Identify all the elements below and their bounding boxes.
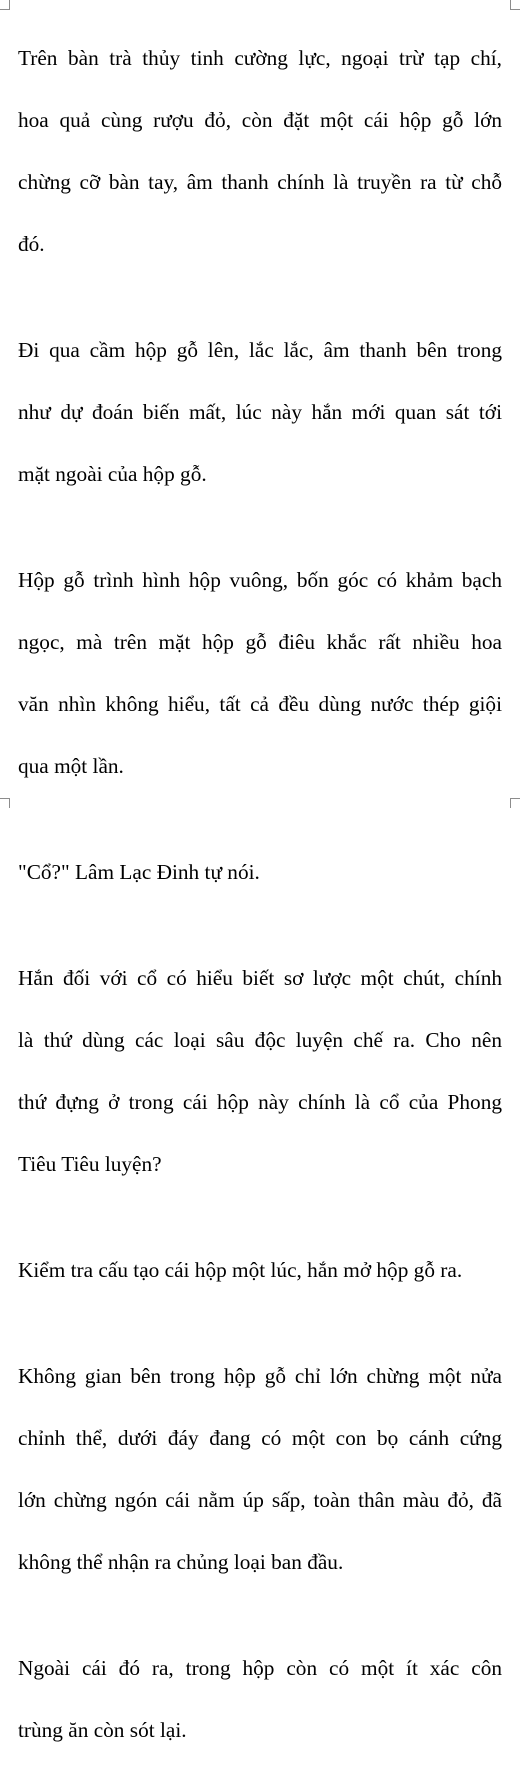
text-line: đó.	[18, 232, 45, 256]
text-line: "Cổ?" Lâm Lạc Đinh tự nói.	[18, 860, 260, 884]
text-line: qua một lần.	[18, 754, 124, 778]
paragraph	[18, 534, 502, 813]
text-line: chừng cỡ bàn tay, âm thanh chính là truyền ra từ chỗ	[18, 170, 502, 194]
text-line: Trên bàn trà thủy tinh cường lực, ngoại trừ tạp chí,	[18, 46, 502, 70]
text-line: Hắn đối với cổ có hiểu biết sơ lược một chút, chính	[18, 966, 502, 990]
text-line: Đi qua cầm hộp gỗ lên, lắc lắc, âm thanh bên trong	[18, 338, 502, 362]
text-line: mặt ngoài của hộp gỗ.	[18, 462, 207, 486]
paragraph	[18, 304, 502, 521]
text-line: Kiểm tra cấu tạo cái hộp một lúc, hắn mở hộp gỗ ra.	[18, 1258, 463, 1282]
document-body	[18, 12, 502, 1790]
text-line: Ngoài cái đó ra, trong hộp còn có một ít xác côn	[18, 1656, 502, 1680]
paragraph	[18, 1622, 502, 1777]
text-line: trùng ăn còn sót lại.	[18, 1718, 187, 1742]
text-line: như dự đoán biến mất, lúc này hắn mới quan sát tới	[18, 400, 502, 424]
text-line: không thể nhận ra chủng loại ban đầu.	[18, 1550, 344, 1574]
text-line: hoa quả cùng rượu đỏ, còn đặt một cái hộp gỗ lớn	[18, 108, 502, 132]
text-line: Hộp gỗ trình hình hộp vuông, bốn góc có khảm bạch	[18, 568, 502, 592]
text-line: Không gian bên trong hộp gỗ chỉ lớn chừng một nửa	[18, 1364, 502, 1388]
text-line: chỉnh thể, dưới đáy đang có một con bọ cánh cứng	[18, 1426, 502, 1450]
crop-mark-bottom-right	[510, 798, 520, 808]
paragraph	[18, 1224, 502, 1317]
text-line: lớn chừng ngón cái nằm úp sấp, toàn thân màu đỏ, đã	[18, 1488, 502, 1512]
text-line: thứ đựng ở trong cái hộp này chính là cổ của Phong	[18, 1090, 502, 1114]
text-line: Tiêu Tiêu luyện?	[18, 1152, 162, 1176]
paragraph	[18, 1330, 502, 1609]
paragraph	[18, 12, 502, 291]
text-line: ngọc, mà trên mặt hộp gỗ điêu khắc rất nhiều hoa	[18, 630, 502, 654]
crop-mark-top-left	[0, 0, 10, 10]
paragraph	[18, 826, 502, 919]
paragraph	[18, 932, 502, 1211]
text-line: văn nhìn không hiểu, tất cả đều dùng nước thép giội	[18, 692, 502, 716]
crop-mark-top-right	[510, 0, 520, 10]
text-line: là thứ dùng các loại sâu độc luyện chế ra. Cho nên	[18, 1028, 502, 1052]
crop-mark-bottom-left	[0, 798, 10, 808]
